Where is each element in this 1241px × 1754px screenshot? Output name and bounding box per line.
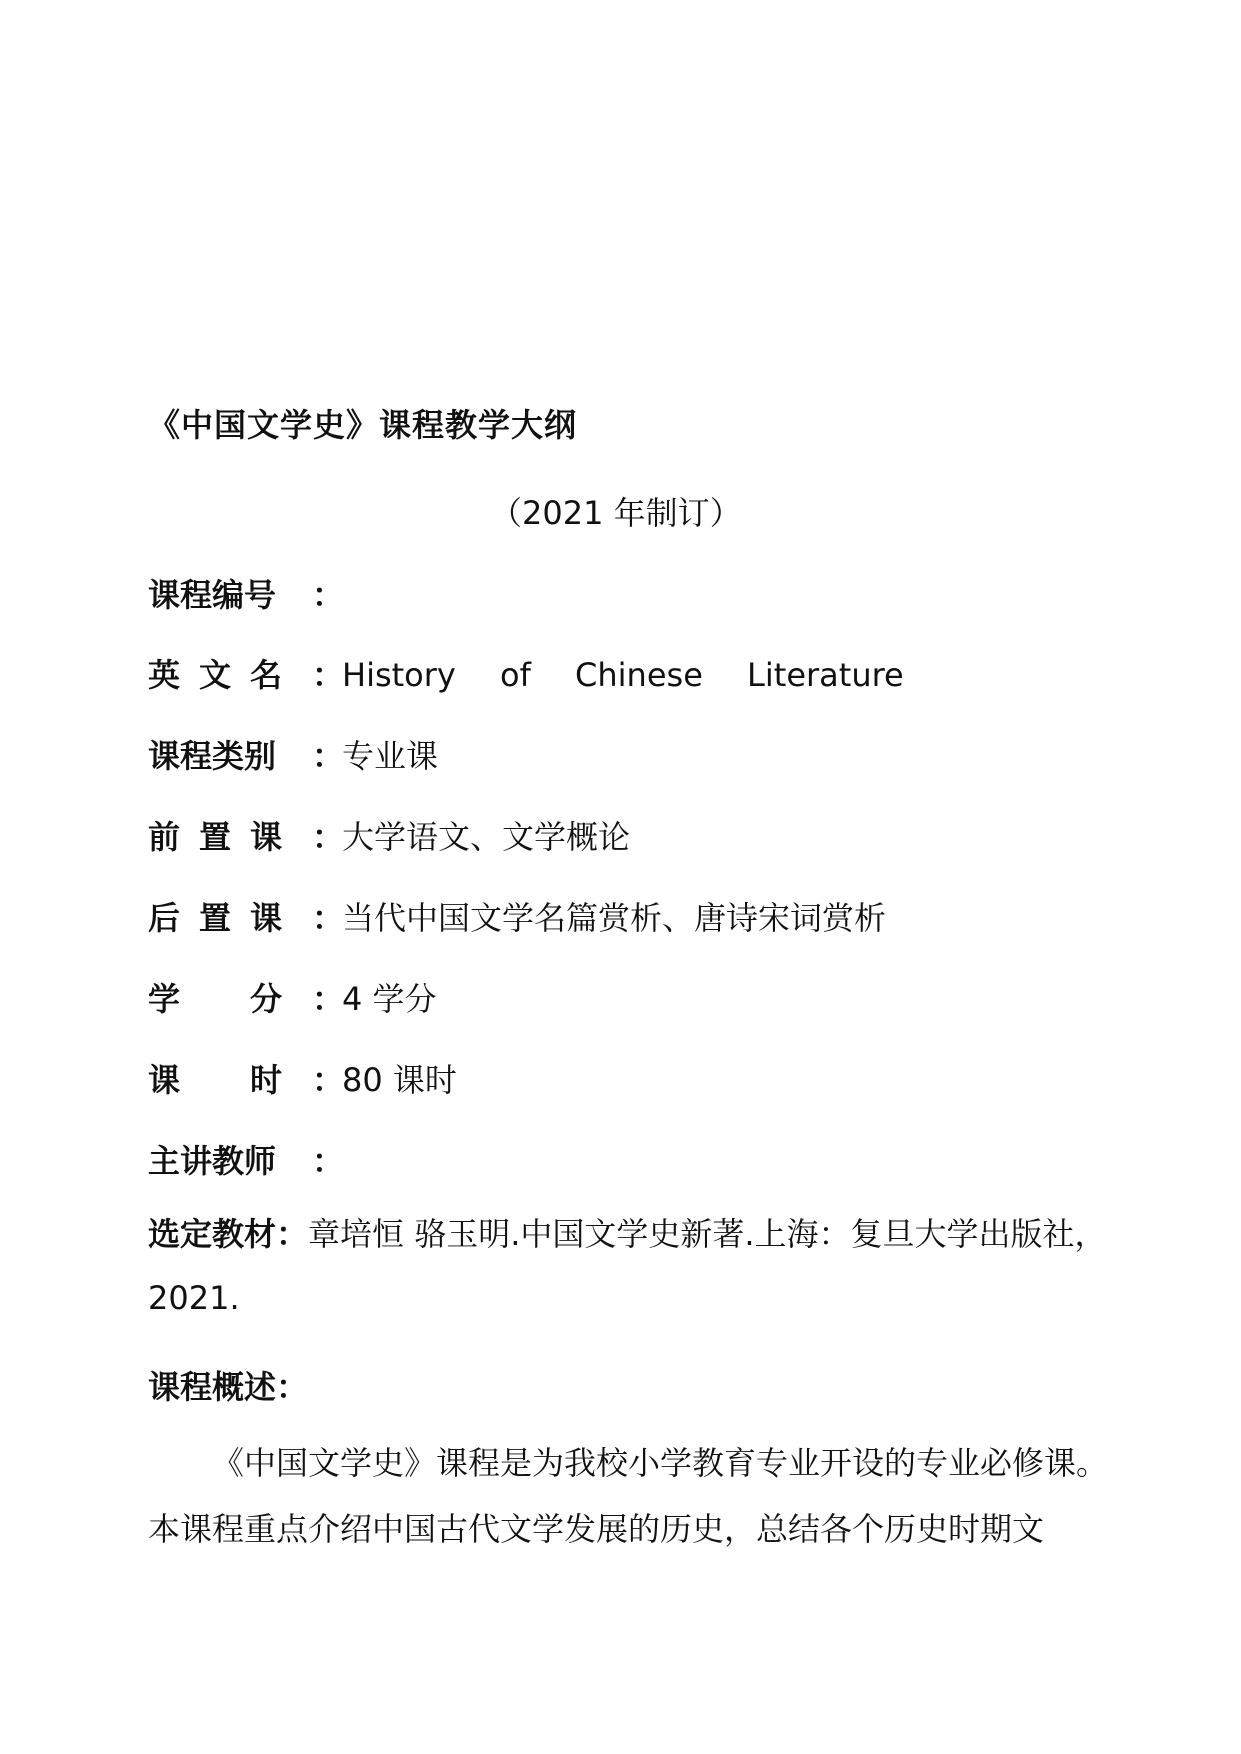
teacher-label: 主讲教师 (148, 1142, 277, 1180)
label-char: 时 (249, 1061, 282, 1099)
label-char: 文 (198, 656, 231, 694)
label-char: 课 (148, 1061, 181, 1099)
label-char: 后 (148, 899, 181, 937)
field-hours (148, 1055, 457, 1101)
colon: ： (312, 1061, 345, 1099)
credits-label (148, 974, 282, 1020)
course-category-value: 专业课 (342, 737, 439, 775)
field-credits (148, 974, 437, 1020)
credits-value: 4 学分 (342, 980, 437, 1018)
field-followup (148, 893, 886, 939)
field-course-code (148, 570, 345, 616)
overview-paragraph: 《中国文学史》课程是为我校小学教育专业开设的专业必修课。本课程重点介绍中国古代文学发展的历史，总结各个历史时期文 (148, 1444, 1109, 1548)
english-name-label (148, 650, 282, 696)
field-teacher (148, 1136, 345, 1182)
colon: ： (276, 1215, 309, 1253)
label-char: 课 (249, 818, 282, 856)
textbook-value: 章培恒 骆玉明.中国文学史新著.上海：复旦大学出版社，2021. (148, 1215, 1107, 1317)
colon: ： (312, 1142, 345, 1180)
page-title: 《中国文学史》课程教学大纲 (148, 406, 578, 444)
label-char: 前 (148, 818, 181, 856)
colon: ： (312, 980, 345, 1018)
colon: ： (312, 737, 345, 775)
label-char: 英 (148, 656, 181, 694)
english-name-value: History of Chinese Literature (342, 656, 904, 694)
colon: ： (312, 818, 345, 856)
field-english-name (148, 650, 904, 696)
prerequisite-label (148, 812, 282, 858)
revision-year: （2021 年制订） (490, 494, 742, 532)
label-char: 学 (148, 980, 181, 1018)
colon: ： (312, 656, 345, 694)
colon: ： (312, 899, 345, 937)
label-char: 课 (249, 899, 282, 937)
hours-label (148, 1055, 282, 1101)
colon: ： (312, 576, 345, 614)
field-prerequisite (148, 812, 630, 858)
prerequisite-value: 大学语文、文学概论 (342, 818, 631, 856)
label-char: 置 (198, 899, 231, 937)
label-char: 置 (198, 818, 231, 856)
label-char: 名 (249, 656, 282, 694)
course-code-label: 课程编号 (148, 576, 277, 614)
followup-label (148, 893, 282, 939)
field-textbook (148, 1202, 1108, 1330)
followup-value: 当代中国文学名篇赏析、唐诗宋词赏析 (342, 899, 887, 937)
label-char: 分 (249, 980, 282, 1018)
hours-value: 80 课时 (342, 1061, 457, 1099)
textbook-label: 选定教材 (148, 1215, 277, 1253)
overview-label: 课程概述： (148, 1368, 309, 1406)
course-category-label: 课程类别 (148, 737, 277, 775)
field-course-category (148, 731, 438, 777)
